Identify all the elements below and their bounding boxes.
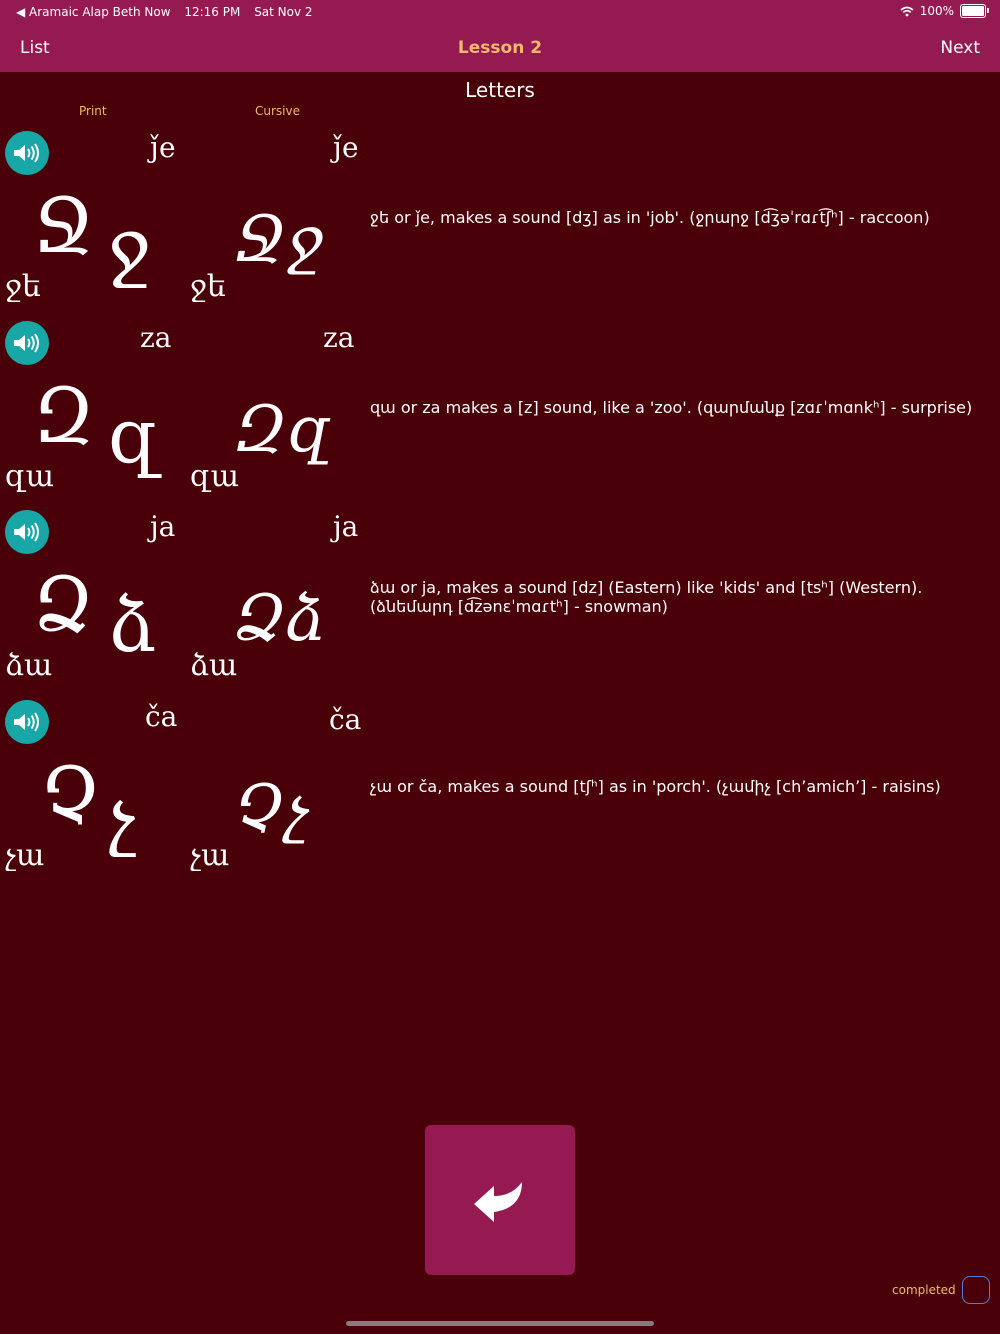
lowercase-print-letter: ձ <box>108 580 156 669</box>
letter-name-cursive: ջե <box>190 269 226 304</box>
column-label-print: Print <box>79 104 107 118</box>
section-title: Letters <box>465 78 535 102</box>
letter-row-za <box>0 321 1000 511</box>
cursive-letters: Ձձ <box>234 582 327 656</box>
status-date: Sat Nov 2 <box>254 5 313 19</box>
cursive-letters: Զզ <box>234 393 331 467</box>
uppercase-print-letter: Զ <box>32 371 95 460</box>
letter-name-cursive: զա <box>190 459 240 494</box>
uppercase-print-letter: Չ <box>40 750 101 839</box>
nav-bar <box>0 24 1000 72</box>
back-to-app-link[interactable]: ◀ Aramaic Alap Beth Now <box>16 5 171 19</box>
next-button[interactable]: Next <box>940 38 980 58</box>
letter-description: չա or ča, makes a sound [tʃʰ] as in 'porch'. (չամիչ [ch’amich’] - raisins) <box>370 777 941 796</box>
letter-name-cursive: ձա <box>190 648 238 683</box>
battery-icon <box>960 4 986 18</box>
transliteration-cursive: za <box>323 321 355 354</box>
battery-fill <box>962 6 984 16</box>
letter-name-print: զա <box>5 459 55 494</box>
play-sound-button[interactable] <box>5 131 49 175</box>
letter-description: ձա or ja, makes a sound [dz] (Eastern) like 'kids' and [tsʰ] (Western). (ձնեմարդ [d͡zənɛˈmɑɾtʰ] - snowman) <box>370 578 923 616</box>
speaker-icon <box>12 711 42 733</box>
lowercase-print-letter: չ <box>108 770 136 859</box>
lowercase-print-letter: զ <box>108 391 161 480</box>
uppercase-print-letter: Ջ <box>32 181 96 270</box>
completed-label: completed <box>892 1283 956 1297</box>
play-sound-button[interactable] <box>5 700 49 744</box>
home-indicator[interactable] <box>346 1321 654 1326</box>
letter-row-je <box>0 131 1000 321</box>
letter-name-print: ջե <box>5 269 41 304</box>
column-label-cursive: Cursive <box>255 104 300 118</box>
completed-checkbox[interactable] <box>962 1276 990 1304</box>
list-button[interactable]: List <box>20 38 50 58</box>
speaker-icon <box>12 521 42 543</box>
play-sound-button[interactable] <box>5 510 49 554</box>
status-right <box>900 4 986 18</box>
letter-description: ջե or ǰe, makes a sound [dʒ] as in 'job'. (ջրարջ [d͡ʒəˈrɑɾt͡ʃʰ] - raccoon) <box>370 208 930 227</box>
status-time: 12:16 PM <box>184 5 241 19</box>
play-sound-button[interactable] <box>5 321 49 365</box>
letter-name-print: ձա <box>5 648 53 683</box>
letter-row-cha <box>0 700 1000 890</box>
speaker-icon <box>12 332 42 354</box>
letter-row-ja <box>0 510 1000 700</box>
speaker-icon <box>12 142 42 164</box>
lowercase-print-letter: ջ <box>108 201 151 290</box>
transliteration-cursive: ja <box>333 510 359 543</box>
transliteration-cursive: ǰe <box>333 131 359 164</box>
return-arrow-icon <box>472 1178 528 1222</box>
cursive-letters: Ջջ <box>234 203 324 277</box>
letter-name-cursive: չա <box>190 838 230 873</box>
nav-title: Lesson 2 <box>457 38 543 58</box>
letter-description: զա or za makes a [z] sound, like a 'zoo'. (զարմանք [zɑɾˈmɑnkʰ] - surprise) <box>370 398 973 417</box>
transliteration-cursive: ča <box>329 703 362 736</box>
battery-tip <box>987 8 989 13</box>
transliteration-print: ǰe <box>150 131 176 164</box>
letter-name-print: չա <box>5 838 45 873</box>
cursive-letters: Չչ <box>234 772 309 846</box>
return-button[interactable] <box>425 1125 575 1275</box>
transliteration-print: ja <box>150 510 176 543</box>
battery-percent: 100% <box>919 4 954 18</box>
status-left <box>16 5 323 19</box>
transliteration-print: ča <box>145 700 178 733</box>
transliteration-print: za <box>140 321 172 354</box>
status-bar <box>0 0 1000 24</box>
wifi-icon <box>900 6 914 17</box>
uppercase-print-letter: Ձ <box>32 560 94 649</box>
